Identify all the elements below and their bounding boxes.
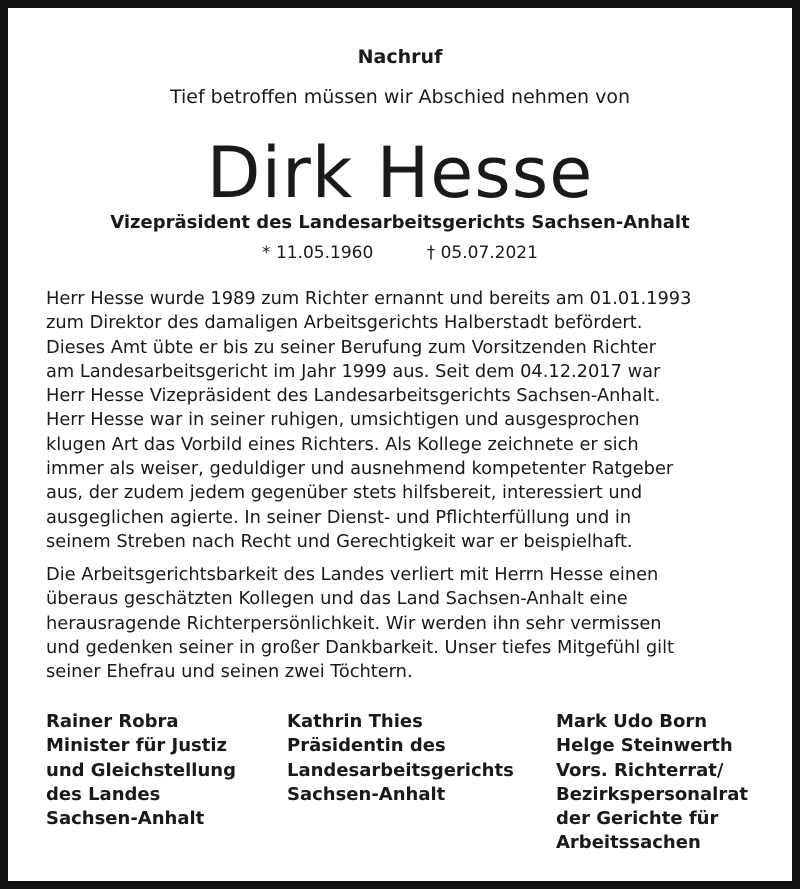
deceased-position: Vizepräsident des Landesarbeitsgerichts Sachsen-Anhalt [110, 212, 690, 233]
deceased-name: Dirk Hesse [206, 132, 594, 214]
notice-heading: Nachruf [357, 46, 443, 68]
life-dates [8, 243, 792, 263]
signatory-1: Rainer Robra Minister für Justiz und Gleichstellung des Landes Sachsen-Anhalt [46, 711, 236, 830]
signatory-2: Kathrin Thies Präsidentin des Landesarbeitsgerichts Sachsen-Anhalt [287, 711, 514, 805]
intro-line: Tief betroffen müssen wir Abschied nehmen von [169, 86, 631, 108]
signatory-3: Mark Udo Born Helge Steinwerth Vors. Richterrat/ Bezirkspersonalrat der Gerichte für Arbeitssachen [556, 711, 748, 854]
death-date: † 05.07.2021 [426, 243, 538, 263]
birth-date: * 11.05.1960 [262, 243, 374, 263]
body-paragraph-1: Herr Hesse wurde 1989 zum Richter ernannt und bereits am 01.01.1993 zum Direktor des damaligen Arbeitsgerichts Halberstadt befördert. Dieses Amt übte er bis zu seiner Berufung zum Vorsitzenden Richter am Landesarbeitsgericht im Jahr 1999 aus. Seit dem 04.12.2017 war Herr Hesse Vizepräsident des Landesarbeitsgerichts Sachsen-Anhalt. Herr Hesse war in seiner ruhigen, umsichtigen und ausgesprochen klugen Art das Vorbild eines Richters. Als Kollege zeichnete er sich immer als weiser, geduldiger und ausnehmend kompetenter Ratgeber aus, der zudem jedem gegenüber stets hilfsbereit, interessiert und ausgeglichen agierte. In seiner Dienst- und Pflichterfüllung und in seinem Streben nach Recht und Gerechtigkeit war er beispielhaft. [46, 288, 692, 552]
body-paragraph-2: Die Arbeitsgerichtsbarkeit des Landes verliert mit Herrn Hesse einen überaus geschätzten Kollegen und das Land Sachsen-Anhalt eine herausragende Richterpersönlichkeit. Wir werden ihn sehr vermissen und gedenken seiner in großer Dankbarkeit. Unser tiefes Mitgefühl gilt seiner Ehefrau und seinen zwei Töchtern. [46, 564, 674, 683]
